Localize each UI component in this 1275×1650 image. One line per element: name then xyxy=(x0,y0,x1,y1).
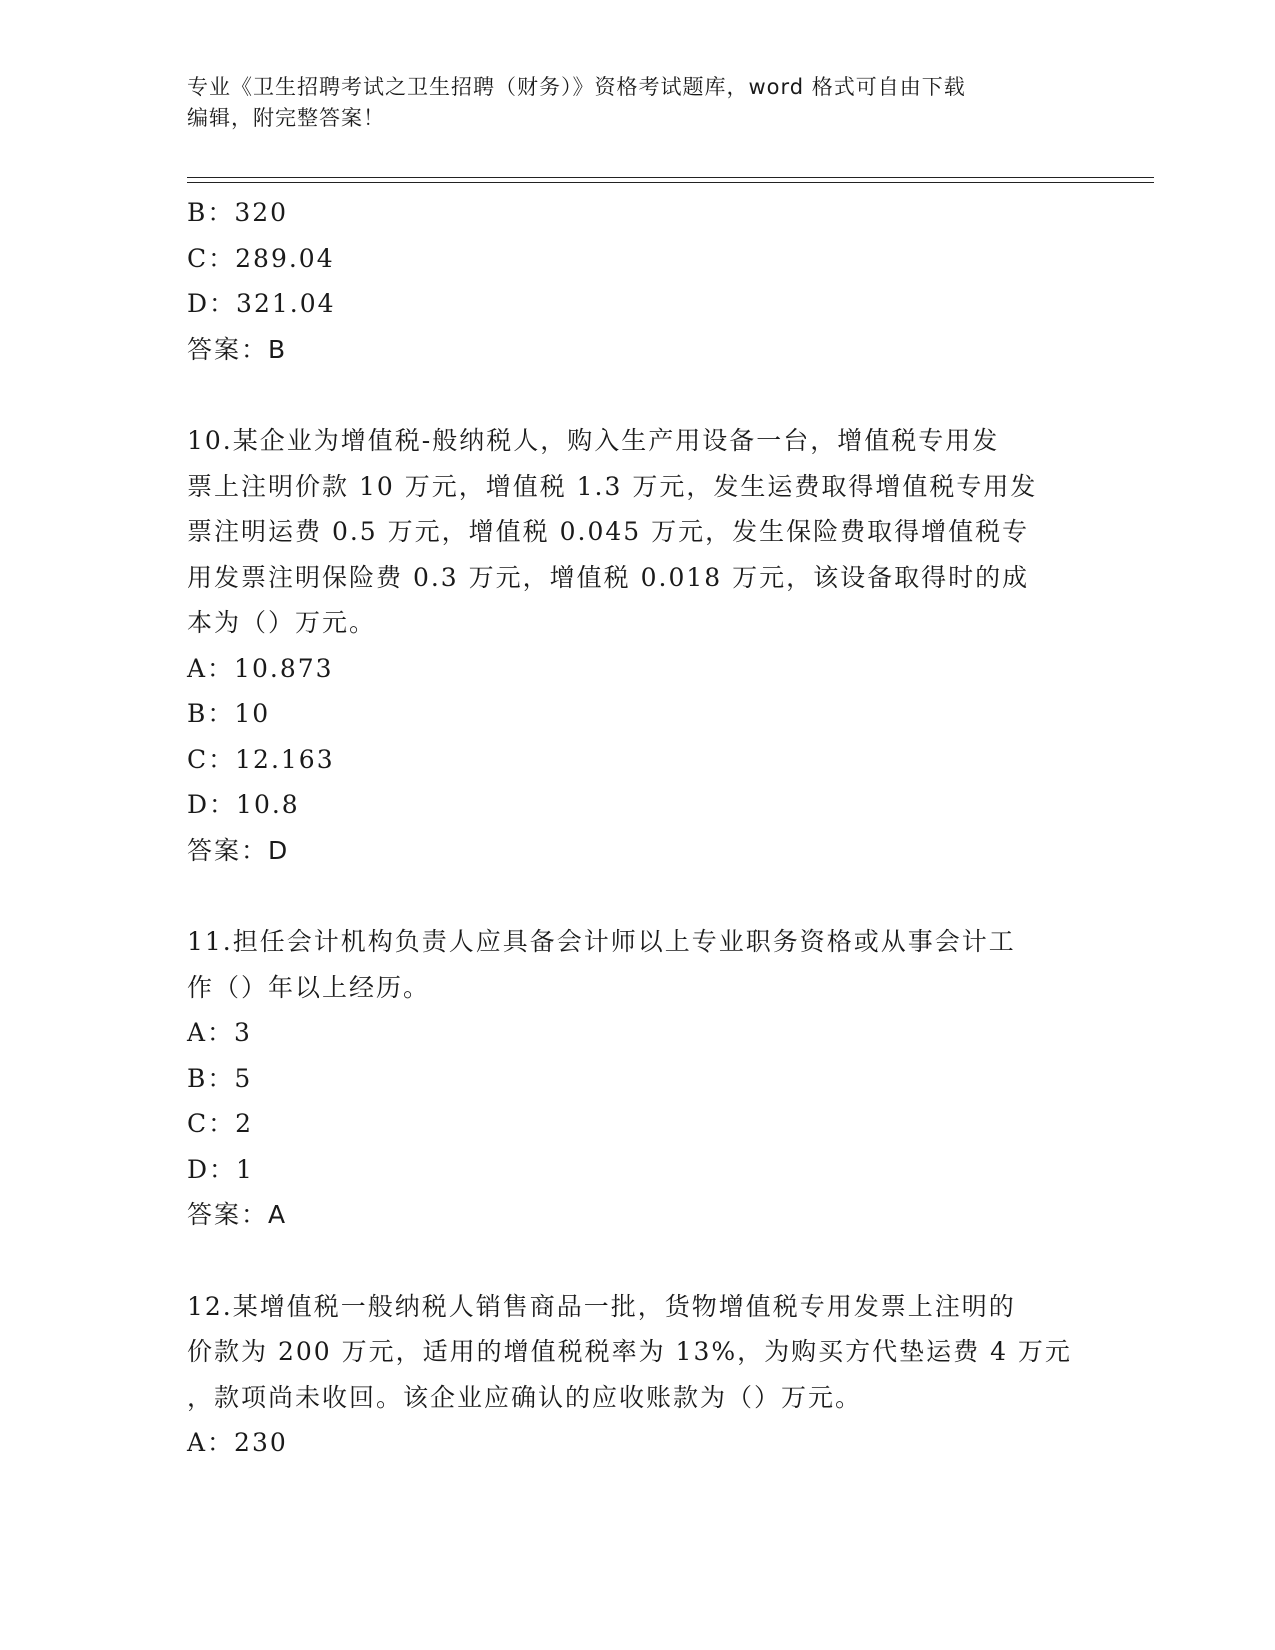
option-a: A：230 xyxy=(187,1428,288,1457)
option-c: C：2 xyxy=(187,1109,254,1138)
question-12 xyxy=(187,1284,1087,1466)
question-text-line: 本为（）万元。 xyxy=(187,608,377,637)
option-a: A：3 xyxy=(187,1018,252,1047)
option-b: B：10 xyxy=(187,699,271,728)
question-text-line: 10.某企业为增值税-般纳税人，购入生产用设备一台，增值税专用发 xyxy=(187,426,1000,455)
question-text-line: 用发票注明保险费 0.3 万元，增值税 0.018 万元，该设备取得时的成 xyxy=(187,562,1030,592)
option-b: B：320 xyxy=(187,198,289,227)
option-b: B：5 xyxy=(187,1063,253,1093)
option-c: C：12.163 xyxy=(187,744,335,774)
answer-line: 答案：A xyxy=(187,1200,288,1229)
option-d: D：10.8 xyxy=(187,790,300,819)
question-text-line: 作（）年以上经历。 xyxy=(187,972,431,1002)
header-line-2: 编辑，附完整答案！ xyxy=(187,106,385,130)
question-text-line: 票上注明价款 10 万元，增值税 1.3 万元，发生运费取得增值税专用发 xyxy=(187,471,1038,501)
document-body xyxy=(187,190,1087,1466)
option-d: D：1 xyxy=(187,1154,254,1184)
question-text-line: 票注明运费 0.5 万元，增值税 0.045 万元，发生保险费取得增值税专 xyxy=(187,517,1030,546)
question-text-line: 12.某增值税一般纳税人销售商品一批，货物增值税专用发票上注明的 xyxy=(187,1291,1016,1321)
header-divider-bottom xyxy=(187,182,1154,183)
question-text-line: 价款为 200 万元，适用的增值税税率为 13%，为购买方代垫运费 4 万元 xyxy=(187,1337,1072,1366)
prev-question-tail xyxy=(187,190,1087,372)
header-line-1: 专业《卫生招聘考试之卫生招聘（财务）》资格考试题库，word 格式可自由下载 xyxy=(187,75,966,99)
answer-line: 答案：B xyxy=(187,334,288,364)
question-11 xyxy=(187,919,1087,1238)
answer-line: 答案：D xyxy=(187,835,290,865)
question-text-line: ，款项尚未收回。该企业应确认的应收账款为（）万元。 xyxy=(187,1382,863,1412)
option-a: A：10.873 xyxy=(187,653,334,683)
document-header xyxy=(187,72,1087,134)
question-10 xyxy=(187,418,1087,873)
option-d: D：321.04 xyxy=(187,289,336,318)
option-c: C：289.04 xyxy=(187,243,335,273)
question-text-line: 11.担任会计机构负责人应具备会计师以上专业职务资格或从事会计工 xyxy=(187,927,1016,956)
header-divider-top xyxy=(187,177,1154,178)
